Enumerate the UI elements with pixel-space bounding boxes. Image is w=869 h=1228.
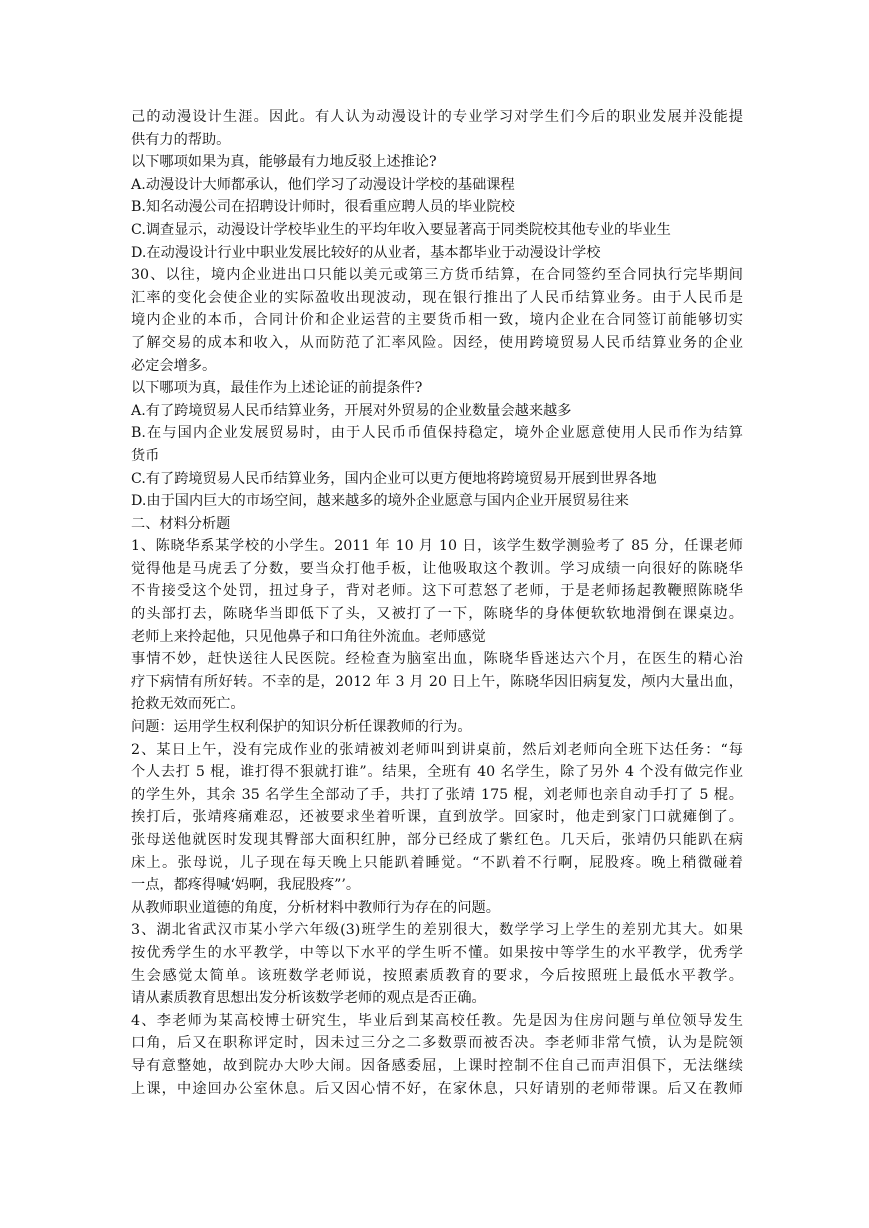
text-line: 上课，中途回办公室休息。后又因心情不好，在家休息，只好请别的老师带课。后又在教师 xyxy=(131,1080,743,1097)
text-line: 疗下病情有所好转。不幸的是，2012 年 3 月 20 日上午，陈晓华因旧病复发，颅内大量出血， xyxy=(131,673,743,690)
text-line: 导有意整她，故到院办大吵大闹。因备感委屈，上课时控制不住自己而声泪俱下，无法继续 xyxy=(131,1057,743,1074)
text-line: 生会感觉太简单。该班数学老师说，按照素质教育的要求，今后按照班上最低水平教学。 xyxy=(131,967,743,984)
text-line: 问题：运用学生权利保护的知识分析任课教师的行为。 xyxy=(131,719,472,736)
text-line: 以下哪项为真，最佳作为上述论证的前提条件? xyxy=(131,380,423,397)
text-line: C.调查显示，动漫设计学校毕业生的平均年收入要显著高于同类院校其他专业的毕业生 xyxy=(131,221,671,238)
text-line: 抢救无效而死亡。 xyxy=(131,696,245,713)
text-line: 二、材料分析题 xyxy=(131,515,231,532)
text-line: 境内企业的本币，合同计价和企业运营的主要货币相一致，境内企业在合同签订前能够切实 xyxy=(131,312,743,329)
text-line: 了解交易的成本和收入，从而防范了汇率风险。因经，使用跨境贸易人民币结算业务的企业 xyxy=(131,334,743,351)
text-line: 从教师职业道德的角度，分析材料中教师行为存在的问题。 xyxy=(131,899,500,916)
text-line: B.知名动漫公司在招聘设计师时，很看重应聘人员的毕业院校 xyxy=(131,199,515,216)
text-line: B.在与国内企业发展贸易时，由于人民币币值保持稳定，境外企业愿意使用人民币作为结算 xyxy=(131,425,743,442)
text-line: D.在动漫设计行业中职业发展比较好的从业者，基本都毕业于动漫设计学校 xyxy=(131,244,601,261)
text-line: D.由于国内巨大的市场空间，越来越多的境外企业愿意与国内企业开展贸易往来 xyxy=(131,493,629,510)
document-page xyxy=(131,106,743,1100)
text-line: 不肯接受这个处罚，扭过身子，背对老师。这下可惹怒了老师，于是老师扬起教鞭照陈晓华 xyxy=(131,583,743,600)
text-line: 的学生外，其余 35 名学生全部动了手，共打了张靖 175 棍，刘老师也亲自动手打了 5 棍。 xyxy=(131,786,743,803)
text-line: 事情不妙，赶快送往人民医院。经检查为脑室出血，陈晓华昏迷达六个月，在医生的精心治 xyxy=(131,651,743,668)
text-line: 30、以往，境内企业进出口只能以美元或第三方货币结算，在合同签约至合同执行完毕期间 xyxy=(131,267,743,284)
text-line: 张母送他就医时发现其臀部大面积红肿，部分已经成了紫红色。几天后，张靖仍只能趴在病 xyxy=(131,832,743,848)
text-line: A.有了跨境贸易人民币结算业务，开展对外贸易的企业数量会越来越多 xyxy=(131,402,572,419)
text-line: A.动漫设计大师都承认，他们学习了动漫设计学校的基础课程 xyxy=(131,176,515,193)
text-line: 汇率的变化会使企业的实际盈收出现波动，现在银行推出了人民币结算业务。由于人民币是 xyxy=(131,289,743,306)
text-line: 老师上来拎起他，只见他鼻子和口角往外流血。老师感觉 xyxy=(131,628,486,645)
text-line: 个人去打 5 棍，谁打得不狠就打谁”。结果，全班有 40 名学生，除了另外 4 个没有做完作业 xyxy=(131,764,743,781)
text-line: 请从素质教育思想出发分析该数学老师的观点是否正确。 xyxy=(131,990,486,1007)
text-line: 3、湖北省武汉市某小学六年级(3)班学生的差别很大，数学学习上学生的差别尤其大。如果 xyxy=(131,922,743,939)
text-line: 按优秀学生的水平教学，中等以下水平的学生听不懂。如果按中等学生的水平教学，优秀学 xyxy=(131,944,743,961)
text-line: 供有力的帮助。 xyxy=(131,131,231,148)
text-line: C.有了跨境贸易人民币结算业务，国内企业可以更方便地将跨境贸易开展到世界各地 xyxy=(131,470,657,487)
text-line: 挨打后，张靖疼痛难忍，还被要求坐着听课，直到放学。回家时，他走到家门口就瘫倒了。 xyxy=(131,809,743,826)
text-line: 2、某日上午，没有完成作业的张靖被刘老师叫到讲桌前，然后刘老师向全班下达任务：“每 xyxy=(131,741,743,758)
text-line: 的头部打去，陈晓华当即低下了头，又被打了一下，陈晓华的身体便软软地滑倒在课桌边。 xyxy=(131,606,743,623)
text-line: 一点，都疼得喊‘妈啊，我屁股疼”’。 xyxy=(131,877,361,894)
text-line: 货币 xyxy=(131,447,160,464)
text-line: 必定会增多。 xyxy=(131,357,217,374)
text-line: 己的动漫设计生涯。因此。有人认为动漫设计的专业学习对学生们今后的职业发展并没能提 xyxy=(131,109,743,125)
text-line: 4、李老师为某高校博士研究生，毕业后到某高校任教。先是因为住房问题与单位领导发生 xyxy=(131,1012,743,1029)
text-line: 口角，后又在职称评定时，因未过三分之二多数票而被否决。李老师非常气愤，认为是院领 xyxy=(131,1035,743,1052)
text-line: 以下哪项如果为真，能够最有力地反驳上述推论? xyxy=(131,154,437,171)
text-line: 1、陈晓华系某学校的小学生。2011 年 10 月 10 日，该学生数学测验考了 85 分，任课老师 xyxy=(131,538,743,555)
text-line: 床上。张母说，儿子现在每天晚上只能趴着睡觉。“不趴着不行啊，屁股疼。晚上稍微碰着 xyxy=(131,854,743,871)
text-line: 觉得他是马虎丢了分数，要当众打他手板，让他吸取这个教训。学习成绩一向很好的陈晓华 xyxy=(131,560,743,577)
